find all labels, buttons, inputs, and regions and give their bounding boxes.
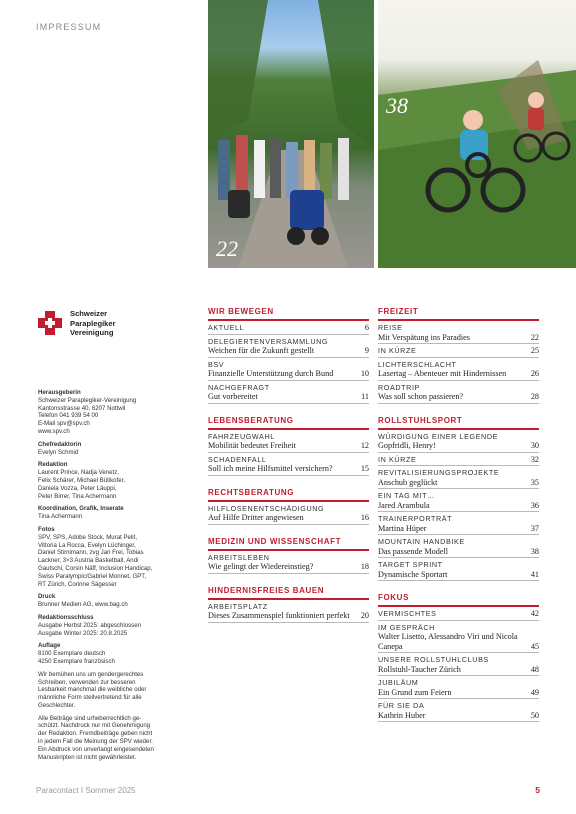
toc-entry-row — [208, 323, 369, 333]
toc-entry-page: 6 — [364, 323, 369, 332]
toc-entry[interactable] — [378, 344, 539, 358]
imprint-line: Tina Achermann — [38, 513, 83, 521]
toc-entry-row — [378, 501, 539, 511]
toc-entry-category: ARBEITSLEBEN — [208, 552, 270, 562]
toc-entry-row — [378, 383, 539, 393]
imprint-line: RT Zürich, Corinne Sägesser — [38, 580, 117, 588]
toc-entry-title: Kathrin Huber — [378, 710, 426, 720]
toc-entry-row — [208, 432, 369, 442]
section-heading: MEDIZIN UND WISSENSCHAFT — [208, 537, 369, 551]
toc-entry[interactable] — [208, 453, 369, 476]
toc-entry[interactable] — [378, 512, 539, 535]
toc-entry-category: FÜR SIE DA — [378, 701, 425, 710]
imprint-line: Peter Birrer, Tina Achermann — [38, 492, 117, 500]
toc-entry-row — [208, 392, 369, 402]
imprint-line: Felix Schärer, Michael Bütikofer, — [38, 476, 126, 484]
toc-entry-row — [208, 337, 369, 347]
imprint-header: IMPRESSUM — [36, 22, 102, 32]
toc-entry-title: Gut vorbereitet — [208, 392, 258, 401]
toc-entry[interactable] — [208, 358, 369, 381]
toc-entry-page: 20 — [360, 611, 369, 620]
toc-entry[interactable] — [208, 430, 369, 453]
toc-entry-title: Wie gelingt der Wiedereinstieg? — [208, 562, 314, 571]
toc-entry-category: REISE — [378, 323, 403, 332]
imprint-block — [38, 593, 198, 609]
toc-entry[interactable] — [208, 551, 369, 574]
imprint-block — [38, 441, 198, 457]
imprint-heading: Auflage — [38, 642, 61, 650]
group-photo-illustration — [208, 0, 374, 268]
toc-entry-title: Weichen für die Zukunft gestellt — [208, 346, 315, 355]
imprint-line: Ausgabe Winter 2025: 20.8.2025 — [38, 629, 128, 637]
toc-entry-row — [378, 468, 539, 478]
imprint-line: Schweizer Paraplegiker-Vereinigung — [38, 396, 137, 404]
toc-entry-row — [378, 609, 539, 619]
toc-entry-category: ARBEITSPLATZ — [208, 601, 268, 611]
imprint — [38, 389, 198, 766]
toc-entry-page: 36 — [530, 500, 539, 510]
imprint-block — [38, 642, 198, 665]
toc-entry-row — [378, 665, 539, 675]
toc-entry-category: NACHGEFRAGT — [208, 382, 270, 392]
toc-entry-row — [378, 323, 539, 333]
toc-entry-title: Auf Hilfe Dritter angewiesen — [208, 513, 304, 522]
toc-entry-page: 32 — [530, 454, 539, 464]
toc-entry-page: 42 — [530, 609, 539, 618]
toc-entry-title: Lasertag – Abenteuer mit Hindernissen — [378, 369, 507, 378]
imprint-line: Gautschi, Corsin Näff, Inclusion Handicap, — [38, 564, 153, 572]
toc-entry-row — [378, 478, 539, 488]
toc-entry-title: Ein Grund zum Feiern — [378, 687, 452, 697]
group-photo — [208, 0, 374, 268]
imprint-line: Daniel Stirnimann, zvg Jan Frei, Tobias — [38, 549, 144, 557]
toc-entry-category: AKTUELL — [208, 323, 245, 332]
toc-entry-row — [378, 360, 539, 370]
imprint-line: Geschlechter. — [38, 701, 76, 709]
toc-entry-row — [378, 346, 539, 356]
toc-entry-category: DELEGIERTENVERSAMMLUNG — [208, 336, 329, 346]
toc-entry-row — [378, 632, 539, 651]
handbike-photo — [378, 0, 576, 268]
toc-entry-row — [208, 346, 369, 356]
toc-entry-row — [208, 360, 369, 370]
section-heading: LEBENSBERATUNG — [208, 416, 369, 430]
toc-entry-category: REVITALISIERUNGSPROJEKTE — [378, 468, 500, 477]
imprint-line: Swiss Paralympic/Gabriel Monnet, GPT, — [38, 572, 147, 580]
imprint-heading: Herausgeberin — [38, 389, 81, 396]
imprint-line: Kantonsstrasse 40, 6207 Nottwil — [38, 404, 126, 412]
imprint-heading: Druck — [38, 593, 56, 601]
toc-entry-page: 16 — [360, 513, 369, 522]
imprint-line: Vittoria La Rocca, Evelyn Lüchinger, — [38, 541, 136, 549]
section-spacer — [208, 525, 369, 537]
toc-entry[interactable] — [378, 381, 539, 404]
imprint-line: Lackner, 3×3 Austria Basketball, Andi — [38, 557, 139, 565]
toc-entry-page: 9 — [364, 346, 369, 355]
imprint-block — [38, 526, 198, 588]
section-heading: FREIZEIT — [378, 307, 539, 321]
imprint-line: Evelyn Schmid — [38, 448, 79, 456]
footer-publication: Paracontact I Sommer 2025 — [36, 786, 136, 795]
section-heading: HINDERNISFREIES BAUEN — [208, 586, 369, 600]
toc-entry-title: Mit Verspätung ins Paradies — [378, 332, 470, 342]
toc-entry-row — [208, 455, 369, 465]
toc-entry-row — [208, 611, 369, 621]
imprint-block — [38, 389, 198, 436]
toc-entry-row — [378, 655, 539, 665]
toc-entry-row — [208, 369, 369, 379]
toc-entry-category: MOUNTAIN HANDBIKE — [378, 537, 465, 546]
toc-entry[interactable] — [208, 335, 369, 358]
toc-entry-title: Rollstuhl-Taucher Zürich — [378, 664, 461, 674]
section-spacer — [208, 476, 369, 488]
imprint-line: Wir bemühen uns um gendergerechtes — [38, 670, 144, 678]
imprint-block — [38, 715, 198, 762]
toc-entry-row — [208, 602, 369, 612]
page-number: 5 — [535, 785, 540, 795]
toc-entry[interactable] — [378, 558, 539, 581]
logo-wordmark — [70, 309, 116, 338]
toc-entry-row — [378, 514, 539, 524]
toc-entry-row — [208, 464, 369, 474]
toc-entry-category: JUBILÄUM — [378, 678, 419, 687]
toc-entry-page: 26 — [530, 369, 539, 378]
toc-entry-category: EIN TAG MIT… — [378, 491, 435, 500]
imprint-line: Manuskripten ist nicht gewährleistet. — [38, 753, 137, 761]
section-heading: ROLLSTUHLSPORT — [378, 416, 539, 430]
toc-entry[interactable] — [378, 535, 539, 558]
toc-entry-page: 18 — [360, 562, 369, 571]
toc-entry-category: IN KÜRZE — [378, 454, 417, 464]
toc-entry-row — [208, 513, 369, 523]
toc-entry[interactable] — [378, 653, 539, 676]
toc-entry-category: FAHRZEUGWAHL — [208, 431, 275, 441]
toc-entry-page: 12 — [360, 441, 369, 450]
section-spacer — [208, 574, 369, 586]
imprint-line: www.spv.ch — [38, 427, 70, 435]
toc-entry-title: Was soll schon passieren? — [378, 392, 464, 401]
section-spacer — [378, 404, 539, 416]
toc-entry-category: TARGET SPRINT — [378, 560, 443, 569]
toc-entry-row — [378, 701, 539, 711]
section-spacer — [208, 404, 369, 416]
toc-column-right — [378, 307, 539, 722]
toc-entry-row — [378, 623, 539, 633]
toc-entry-page: 41 — [530, 569, 539, 579]
section-heading: WIR BEWEGEN — [208, 307, 369, 321]
toc-entry-category: SCHADENFALL — [208, 454, 267, 464]
toc-entry-category: TRAINERPORTRÄT — [378, 514, 453, 523]
imprint-block — [38, 614, 198, 637]
toc-entry-page: 37 — [530, 523, 539, 533]
toc-entry-page: 25 — [530, 346, 539, 355]
toc-entry-page: 22 — [530, 332, 539, 342]
toc-entry-category: HILFLOSENENTSCHÄDIGUNG — [208, 503, 325, 513]
toc-entry[interactable] — [378, 321, 539, 344]
toc-column-left — [208, 307, 369, 623]
toc-entry-page: 11 — [361, 392, 369, 401]
imprint-line: 4250 Exemplare französisch — [38, 657, 115, 665]
toc-entry-page: 28 — [530, 392, 539, 401]
handbike-photo-illustration — [378, 0, 576, 268]
toc-entry-category: VERMISCHTES — [378, 609, 437, 618]
toc-entry-category: ROADTRIP — [378, 382, 420, 392]
toc-entry[interactable] — [378, 607, 539, 621]
toc-entry-row — [378, 688, 539, 698]
toc-entry-row — [378, 491, 539, 501]
toc-entry[interactable] — [208, 600, 369, 623]
imprint-heading: Koordination, Grafik, Inserate — [38, 505, 124, 513]
toc-entry-row — [378, 547, 539, 557]
photo-page-number: 22 — [216, 236, 238, 261]
toc-entry-row — [208, 562, 369, 572]
toc-entry-row — [208, 441, 369, 451]
toc-entry-title: Soll ich meine Hilfsmittel versichern? — [208, 464, 333, 473]
toc-entry-page: 50 — [530, 710, 539, 720]
toc-entry-title: Dieses Zusammenspiel funktioniert perfekt — [208, 611, 350, 620]
toc-entry-row — [378, 711, 539, 721]
imprint-heading: Redaktionsschluss — [38, 613, 94, 621]
toc-entry-title: Das passende Modell — [378, 546, 449, 556]
logo-line: Paraplegiker — [70, 318, 116, 328]
imprint-heading: Chefredaktorin — [38, 440, 82, 448]
photo-page-number: 38 — [386, 93, 408, 118]
toc-entry[interactable] — [378, 430, 539, 453]
section-spacer — [378, 581, 539, 593]
toc-entry-title: Jared Arambula — [378, 500, 430, 510]
toc-entry-row — [208, 383, 369, 393]
toc-entry-page: 45 — [530, 641, 539, 651]
imprint-line: SPV, SPS, Adobe Stock, Murat Pelit, — [38, 533, 138, 541]
section-heading: FOKUS — [378, 593, 539, 607]
toc-entry-page: 10 — [360, 369, 369, 378]
toc-entry-title: Finanzielle Unterstützung durch Bund — [208, 369, 334, 378]
imprint-heading: Fotos — [38, 525, 55, 533]
toc-entry-row — [208, 553, 369, 563]
imprint-line: 8100 Exemplare deutsch — [38, 650, 106, 658]
imprint-line: Lesbarkeit manchmal die weibliche oder — [38, 686, 147, 694]
toc-entry-row — [378, 524, 539, 534]
toc-entry-page: 35 — [530, 477, 539, 487]
toc-entry-title: Mobilität bedeutet Freiheit — [208, 441, 296, 450]
swiss-cross-logo-icon — [36, 309, 64, 337]
toc-entry-category: LICHTERSCHLACHT — [378, 359, 457, 369]
imprint-line: in jedem Fall die Meinung der SPV wieder. — [38, 738, 153, 746]
toc-entry[interactable] — [208, 381, 369, 404]
toc-entry-page: 49 — [530, 687, 539, 697]
imprint-block — [38, 461, 198, 500]
imprint-line: der Redaktion. Fremdbeiträge geben nicht — [38, 730, 153, 738]
toc-entry-row — [378, 678, 539, 688]
imprint-block — [38, 671, 198, 710]
imprint-line: männliche Form stellvertretend für alle — [38, 694, 142, 702]
imprint-line: Ein Abdruck von unverlangt eingesendeten — [38, 745, 154, 753]
toc-entry-category: IM GESPRÄCH — [378, 622, 435, 632]
imprint-heading: Redaktion — [38, 461, 68, 469]
imprint-line: Daniela Vozza, Peter Läuppi, — [38, 484, 117, 492]
toc-entry[interactable] — [378, 453, 539, 467]
toc-entry-page: 38 — [530, 546, 539, 556]
toc-entry-title: Martina Hüper — [378, 523, 427, 533]
toc-entry-row — [378, 441, 539, 451]
toc-entry-row — [378, 455, 539, 465]
toc-entry-row — [378, 432, 539, 442]
toc-entry-category: UNSERE ROLLSTUHLCLUBS — [378, 655, 489, 664]
logo-line: Schweizer — [70, 309, 108, 318]
imprint-line: Alle Beiträge sind urheberrechtlich ge- — [38, 714, 142, 722]
imprint-line: Laurent Prince, Nadja Venetz, — [38, 469, 119, 477]
toc-entry-category: WÜRDIGUNG EINER LEGENDE — [378, 431, 499, 441]
toc-entry-row — [378, 537, 539, 547]
imprint-line: Ausgabe Herbst 2025: abgeschlossen — [38, 621, 141, 629]
toc-entry[interactable] — [378, 621, 539, 654]
imprint-line: E-Mail spv@spv.ch — [38, 420, 90, 428]
toc-entry[interactable] — [378, 676, 539, 699]
logo-line: Vereinigung — [70, 328, 114, 337]
toc-entry-row — [378, 560, 539, 570]
toc-entry-row — [378, 333, 539, 343]
toc-entry-row — [378, 570, 539, 580]
imprint-line: schützt. Nachdruck nur mit Genehmigung — [38, 722, 151, 730]
imprint-line: Schreiben, verwenden zur besseren — [38, 678, 136, 686]
toc-entry-row — [378, 369, 539, 379]
toc-entry-title: Gopfridli, Henry! — [378, 441, 436, 450]
toc-entry[interactable] — [378, 466, 539, 489]
toc-entry[interactable] — [378, 358, 539, 381]
toc-entry-row — [208, 504, 369, 514]
imprint-line: Brunner Medien AG, www.bag.ch — [38, 601, 128, 609]
toc-entry-category: IN KÜRZE — [378, 346, 417, 355]
toc-entry-page: 15 — [360, 464, 369, 473]
toc-entry[interactable] — [378, 699, 539, 722]
toc-entry-category: BSV — [208, 359, 225, 369]
section-heading: RECHTSBERATUNG — [208, 488, 369, 502]
imprint-block — [38, 505, 198, 521]
spv-logo — [36, 309, 186, 343]
toc-entry[interactable] — [378, 489, 539, 512]
toc-entry[interactable] — [208, 321, 369, 335]
toc-entry[interactable] — [208, 502, 369, 525]
toc-entry-title: Anschub geglückt — [378, 477, 438, 487]
toc-entry-page: 48 — [530, 664, 539, 674]
toc-entry-title: Walter Lisetto, Alessandro Viri und Nicola Canepa — [378, 632, 518, 651]
toc-entry-page: 30 — [530, 441, 539, 450]
toc-entry-row — [378, 392, 539, 402]
imprint-line: Telefon 041 939 54 00 — [38, 412, 99, 420]
toc-entry-title: Dynamische Sportart — [378, 569, 448, 579]
